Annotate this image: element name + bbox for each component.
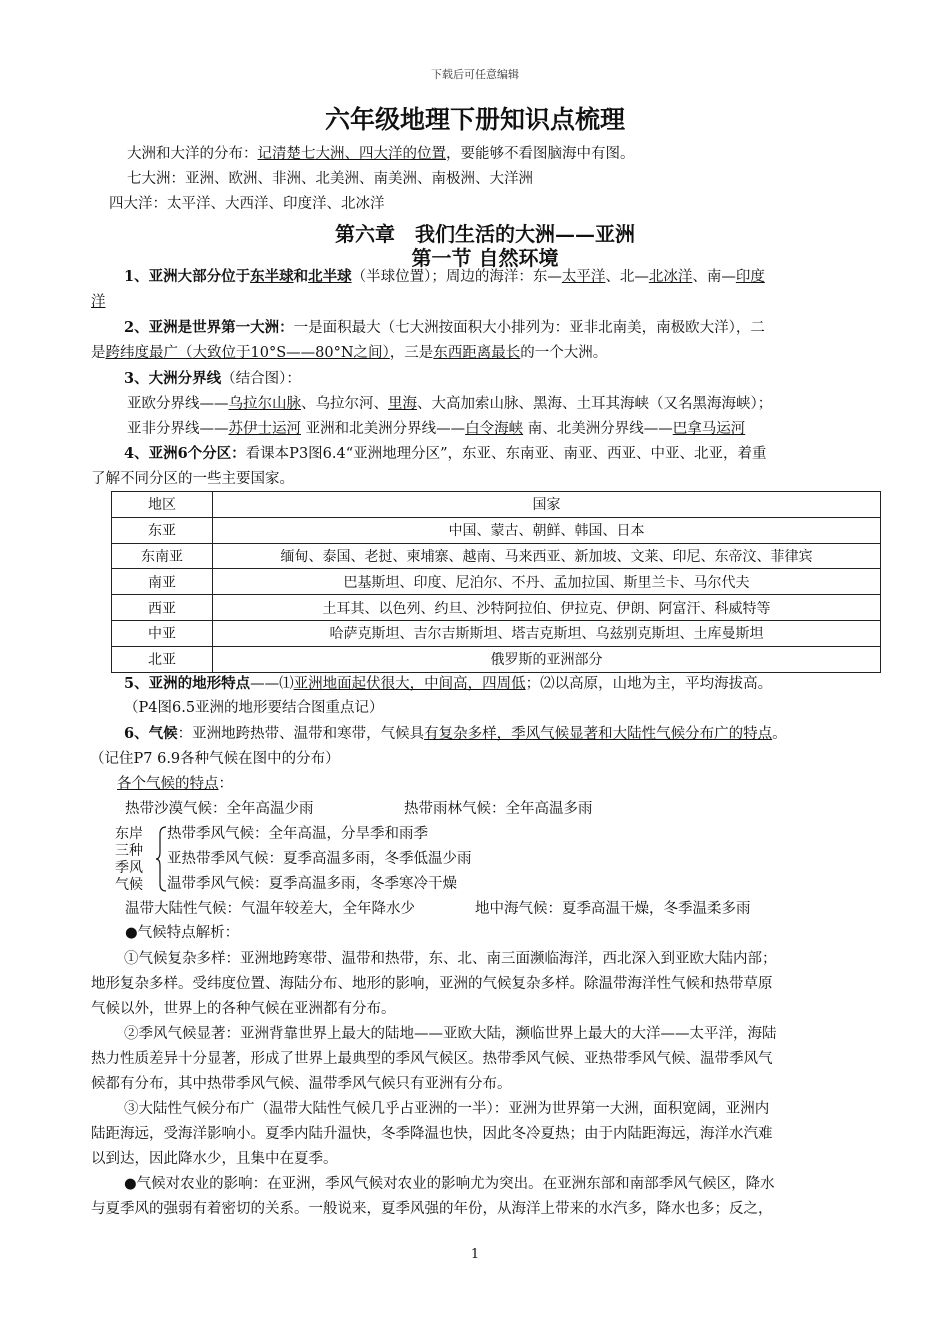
intro-continents: 七大洲：亚洲、欧洲、非洲、北美洲、南美洲、南极洲、大洋洲 — [127, 171, 533, 187]
para-1-line-2: 洋 — [91, 294, 106, 310]
climate-features-heading: 各个气候的特点： — [117, 776, 233, 792]
region-name: 西亚 — [112, 595, 213, 621]
table-header: 国家 — [213, 492, 881, 518]
table-row — [112, 569, 881, 595]
curly-brace-icon — [155, 826, 167, 892]
climate-desert: 热带沙漠气候：全年高温少雨 — [125, 801, 314, 817]
analysis-3-line-1: ③大陆性气候分布广（温带大陆性气候几乎占亚洲的一半）：亚洲为世界第一大洲，面积宽阔，亚洲内 — [124, 1101, 770, 1117]
document-title: 六年级地理下册知识点梳理 — [324, 105, 625, 134]
section-title: 第一节 自然环境 — [411, 246, 559, 270]
table-row — [112, 646, 881, 672]
region-countries: 巴基斯坦、印度、尼泊尔、不丹、孟加拉国、斯里兰卡、马尔代夫 — [213, 569, 881, 595]
table-header-row — [112, 492, 881, 518]
table-row — [112, 543, 881, 569]
climate-rainforest: 热带雨林气候：全年高温多雨 — [404, 801, 593, 817]
para-5-line-2: （P4图6.5亚洲的地形要结合图重点记） — [124, 700, 384, 716]
para-3-other-borders: 亚非分界线——苏伊士运河 亚洲和北美洲分界线——白令海峡 南、北美洲分界线——巴拿马运河 — [127, 421, 746, 437]
page-number: 1 — [470, 1247, 480, 1262]
region-countries: 土耳其、以色列、约旦、沙特阿拉伯、伊拉克、伊朗、阿富汗、科威特等 — [213, 595, 881, 621]
analysis-1-line-1: ①气候复杂多样：亚洲地跨寒带、温带和热带，东、北、南三面濒临海洋，西北深入到亚欧大陆内部； — [124, 951, 777, 967]
para-2-line-1: 2、亚洲是世界第一大洲：一是面积最大（七大洲按面积大小排列为：亚非北南美，南极欧大洋），二 — [124, 319, 765, 336]
climate-subtropical-monsoon: 亚热带季风气候：夏季高温多雨，冬季低温少雨 — [167, 851, 472, 867]
region-countries: 哈萨克斯坦、吉尔吉斯斯坦、塔吉克斯坦、乌兹别克斯坦、土库曼斯坦 — [213, 620, 881, 646]
climate-temperate-monsoon: 温带季风气候：夏季高温多雨，冬季寒冷干燥 — [167, 876, 457, 892]
analysis-3-line-2: 陆距海远，受海洋影响小。夏季内陆升温快，冬季降温也快，因此冬冷夏热；由于内陆距海远，海洋水汽难 — [91, 1126, 773, 1142]
table-row — [112, 620, 881, 646]
region-name: 东亚 — [112, 517, 213, 543]
analysis-1-line-2: 地形复杂多样。受纬度位置、海陆分布、地形的影响，亚洲的气候复杂多样。除温带海洋性气候和热带草原 — [91, 976, 773, 992]
asia-regions-table — [111, 491, 881, 673]
para-6-line-1: 6、气候：亚洲地跨热带、温带和寒带，气候具有复杂多样，季风气候显著和大陆性气候分布广的特点。 — [124, 725, 787, 742]
para-5-line-1: 5、亚洲的地形特点——⑴亚洲地面起伏很大，中间高，四周低；⑵以高原，山地为主，平均海拔高。 — [124, 675, 773, 692]
para-4-line-1: 4、亚洲6个分区：看课本P3图6.4“亚洲地理分区”，东亚、东南亚、南亚、西亚、中亚、北亚，着重 — [124, 445, 767, 462]
table-header: 地区 — [112, 492, 213, 518]
para-1-line-1: 1、亚洲大部分位于东半球和北半球（半球位置）；周边的海洋：东—太平洋、北—北冰洋、南—印度 — [124, 268, 765, 285]
agriculture-line-1: ●气候对农业的影响：在亚洲，季风气候对农业的影响尤为突出。在亚洲东部和南部季风气候区，降水 — [124, 1176, 775, 1192]
para-4-line-2: 了解不同分区的一些主要国家。 — [91, 471, 294, 487]
para-3-heading: 3、大洲分界线（结合图）： — [124, 370, 301, 387]
region-countries: 缅甸、泰国、老挝、柬埔寨、越南、马来西亚、新加坡、文莱、印尼、东帝汶、菲律宾 — [213, 543, 881, 569]
analysis-1-line-3: 气候以外，世界上的各种气候在亚洲都有分布。 — [91, 1001, 396, 1017]
agriculture-line-2: 与夏季风的强弱有着密切的关系。一般说来，夏季风强的年份，从海洋上带来的水汽多，降水也多；反之， — [91, 1201, 773, 1217]
side-label-line: 季风 — [115, 860, 143, 876]
region-name: 东南亚 — [112, 543, 213, 569]
analysis-2-line-2: 热力性质差异十分显著，形成了世界上最典型的季风气候区。热带季风气候、亚热带季风气候、温带季风气 — [91, 1051, 773, 1067]
para-2-line-2: 是跨纬度最广（大致位于10°S——80°N之间），三是东西距离最长的一个大洲。 — [91, 345, 608, 361]
climate-mediterranean: 地中海气候：夏季高温干燥，冬季温柔多雨 — [475, 901, 751, 917]
climate-continental: 温带大陆性气候：气温年较差大，全年降水少 — [125, 901, 415, 917]
analysis-2-line-3: 候都有分布，其中热带季风气候、温带季风气候只有亚洲有分布。 — [91, 1076, 512, 1092]
region-countries: 俄罗斯的亚洲部分 — [213, 646, 881, 672]
region-name: 中亚 — [112, 620, 213, 646]
table-row — [112, 517, 881, 543]
para-6-line-2: （记住P7 6.9各种气候在图中的分布） — [90, 751, 340, 767]
chapter-title: 第六章 我们生活的大洲——亚洲 — [335, 222, 635, 246]
analysis-3-line-3: 以到达，因此降水少，且集中在夏季。 — [91, 1151, 338, 1167]
side-label-line: 气候 — [115, 877, 143, 893]
monsoon-side-label — [115, 826, 143, 894]
side-label-line: 东岸 — [115, 826, 143, 842]
climate-tropical-monsoon: 热带季风气候：全年高温，分旱季和雨季 — [167, 826, 428, 842]
analysis-2-line-1: ②季风气候显著：亚洲背靠世界上最大的陆地——亚欧大陆，濒临世界上最大的大洋——太平洋，海陆 — [124, 1026, 777, 1042]
intro-oceans: 四大洋：太平洋、大西洋、印度洋、北冰洋 — [109, 196, 385, 212]
analysis-heading: ●气候特点解析： — [125, 925, 240, 941]
header-note: 下载后可任意编辑 — [431, 68, 519, 81]
region-name: 北亚 — [112, 646, 213, 672]
table-row — [112, 595, 881, 621]
region-name: 南亚 — [112, 569, 213, 595]
side-label-line: 三种 — [115, 843, 143, 859]
para-3-asia-europe: 亚欧分界线——乌拉尔山脉、乌拉尔河、里海、大高加索山脉、黑海、土耳其海峡（又名黑海海峡）； — [127, 396, 773, 412]
intro-line-1: 大洲和大洋的分布：记清楚七大洲、四大洋的位置，要能够不看图脑海中有图。 — [127, 146, 635, 162]
region-countries: 中国、蒙古、朝鲜、韩国、日本 — [213, 517, 881, 543]
